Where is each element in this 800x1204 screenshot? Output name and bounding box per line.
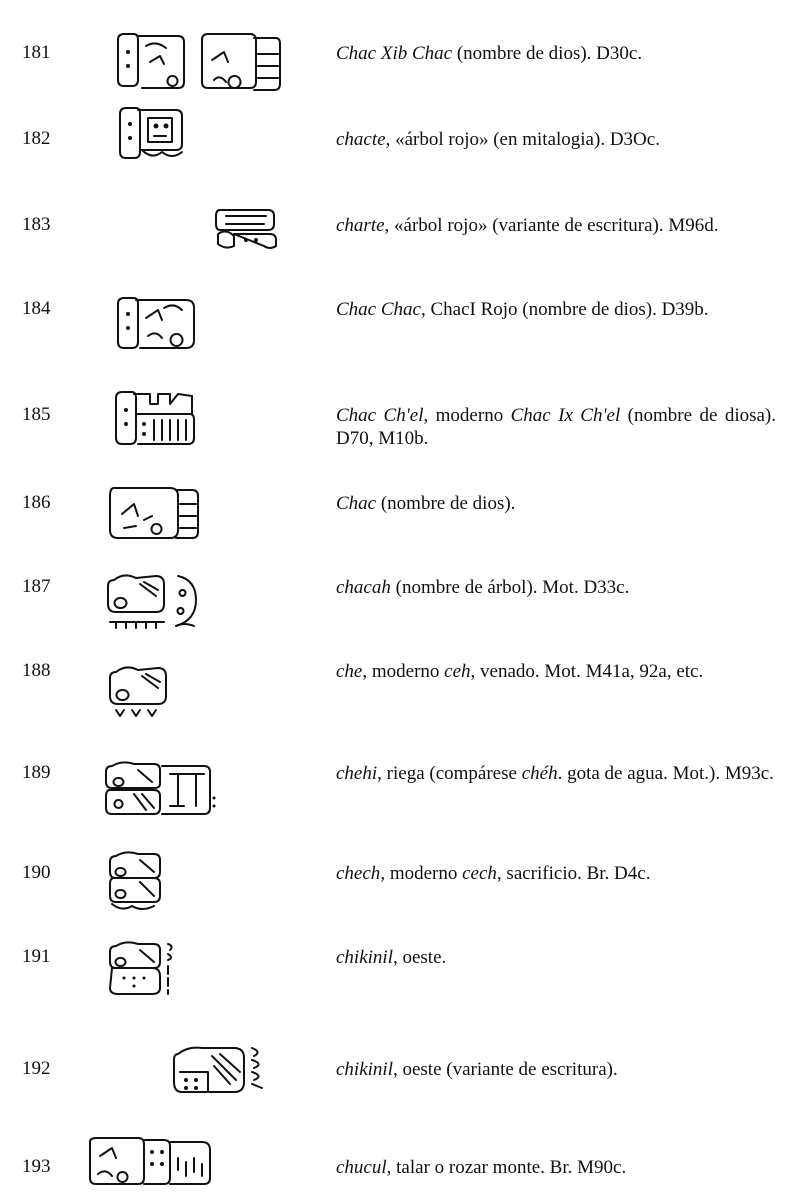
entry-number: 190: [22, 862, 51, 883]
entry-definition: [336, 42, 776, 65]
entry-definition: [336, 1058, 776, 1081]
entry-definition: [336, 298, 776, 321]
maya-glyph-chikinil-variant-icon: [172, 1044, 266, 1096]
maya-glyph-chacte-icon: [118, 106, 184, 162]
entry-definition: [336, 128, 776, 151]
entry-number: 184: [22, 298, 51, 319]
entry-term: chikinil: [336, 947, 393, 968]
entry-text: , moderno: [380, 863, 463, 884]
entry-number: 186: [22, 492, 51, 513]
maya-glyph-chacah-icon: [106, 572, 204, 630]
entry-definition: [336, 404, 776, 450]
maya-glyph-chehi-icon: [104, 760, 216, 816]
maya-glyph-chac-xib-chac-icon: [116, 32, 282, 90]
entry-number: 191: [22, 946, 51, 967]
entry-text: (nombre de dios).: [376, 493, 516, 514]
maya-glyph-chucul-icon: [86, 1136, 214, 1186]
maya-glyph-chacte-variant-icon: [214, 206, 278, 250]
entry-number: 181: [22, 42, 51, 63]
entry-term: chacah: [336, 577, 391, 598]
entry-text: (nombre de diosa). D70, M10b.: [336, 405, 776, 449]
entry-term: Chac: [336, 493, 377, 514]
entry-term: chikinil: [336, 1059, 393, 1080]
entry-text: . gota de agua. Mot.). M93c.: [557, 763, 774, 784]
maya-glyph-chikinil-icon: [108, 940, 180, 998]
entry-term: cech: [462, 863, 497, 884]
entry-definition: [336, 214, 776, 237]
maya-glyph-chac-chac-icon: [116, 296, 196, 350]
entry-text: , oeste.: [392, 947, 447, 968]
entry-definition: [336, 762, 776, 785]
entry-text: , oeste (variante de escritura).: [392, 1059, 618, 1080]
entry-definition: [336, 1156, 776, 1179]
maya-glyph-chac-chel-icon: [114, 390, 196, 446]
entry-term: Chac Ch'el: [336, 405, 424, 426]
entry-definition: [336, 660, 776, 683]
entry-text: , talar o rozar monte. Br. M90c.: [386, 1157, 627, 1178]
entry-term: che: [336, 661, 363, 682]
entry-text: , sacrificio. Br. D4c.: [496, 863, 651, 884]
entry-number: 182: [22, 128, 51, 149]
entry-term: chacte: [336, 129, 386, 150]
maya-glyph-chac-icon: [108, 484, 200, 540]
entry-term: Chac Xib Chac: [336, 43, 453, 64]
entry-text: , ChacI Rojo (nombre de dios). D39b.: [420, 299, 709, 320]
entry-text: , «árbol rojo» (en mitalogia). D3Oc.: [385, 129, 660, 150]
entry-text: (nombre de dios). D30c.: [452, 43, 643, 64]
maya-glyph-chech-icon: [108, 850, 164, 914]
entry-term: chucul: [336, 1157, 387, 1178]
entry-number: 185: [22, 404, 51, 425]
entry-term: chéh: [521, 763, 558, 784]
entry-term: chech: [336, 863, 381, 884]
entry-definition: [336, 862, 776, 885]
entry-text: , moderno: [423, 405, 511, 426]
entry-number: 192: [22, 1058, 51, 1079]
entry-number: 193: [22, 1156, 51, 1177]
entry-number: 187: [22, 576, 51, 597]
entry-number: 189: [22, 762, 51, 783]
maya-glyph-che-icon: [108, 664, 170, 718]
entry-definition: [336, 492, 776, 515]
entry-number: 188: [22, 660, 51, 681]
entry-term: ceh: [444, 661, 471, 682]
entry-number: 183: [22, 214, 51, 235]
entry-text: , moderno: [362, 661, 445, 682]
entry-definition: [336, 576, 776, 599]
entry-text: , riega (compárese: [377, 763, 522, 784]
entry-text: , «árbol rojo» (variante de escritura). M96d.: [384, 215, 719, 236]
entry-term: Chac Ix Ch'el: [510, 405, 621, 426]
entry-text: (nombre de árbol). Mot. D33c.: [390, 577, 630, 598]
entry-term: Chac Chac: [336, 299, 421, 320]
entry-definition: [336, 946, 776, 969]
entry-term: chehi: [336, 763, 378, 784]
entry-term: charte: [336, 215, 385, 236]
entry-text: , venado. Mot. M41a, 92a, etc.: [470, 661, 704, 682]
